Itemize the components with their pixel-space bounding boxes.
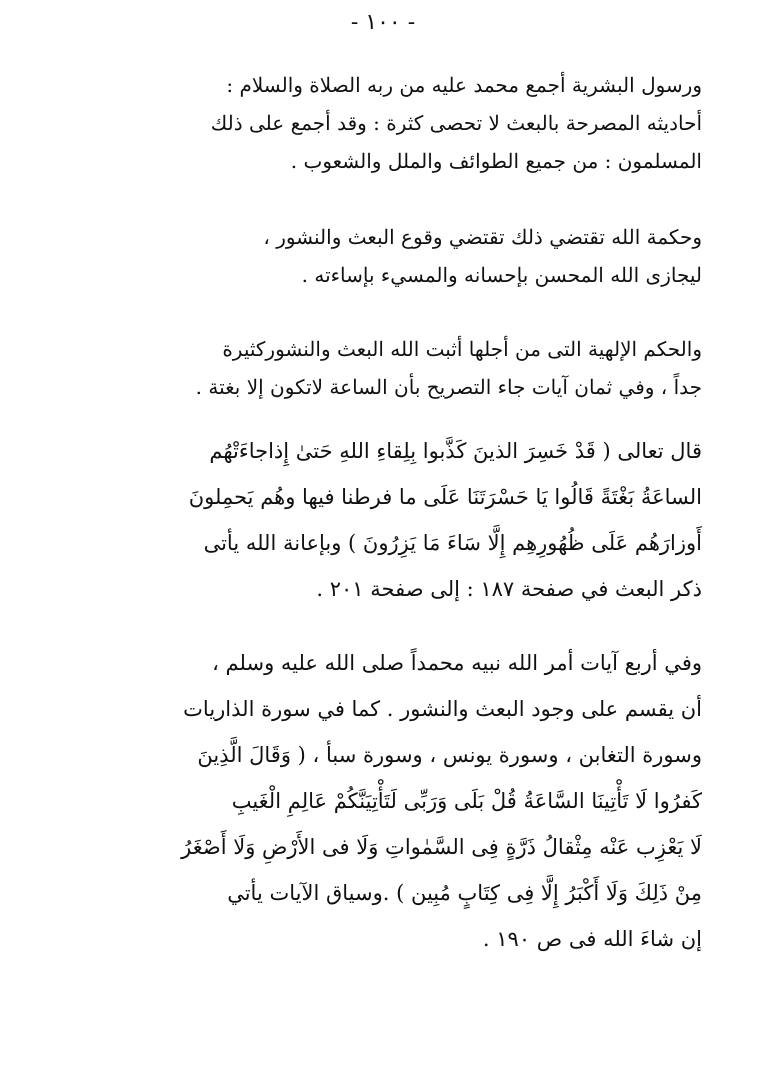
paragraph-eight-verses: [62, 330, 702, 406]
text-line: الساعَةُ بَغْتَةً قَالُوا يَا حَسْرَتَنَا عَلَى ما فرطنا فيها وهُم يَحمِلونَ: [188, 485, 702, 509]
text-line: كَفرُوا لَا تَأْتِينَا السَّاعَةُ قُلْ بَلَى وَرَبِّى لَتَأْتِيَنَّكُمْ عَالِمِ الْغَيبِ: [231, 789, 702, 813]
text-line: ورسول البشرية أجمع محمد عليه من ربه الصلاة والسلام :: [226, 73, 702, 97]
text-line: وحكمة الله تقتضي ذلك تقتضي وقوع البعث والنشور ،: [263, 225, 702, 249]
paragraph-divine-wisdom: [62, 218, 702, 294]
text-line: المسلمون : من جميع الطوائف والملل والشعوب .: [290, 149, 702, 173]
paragraph-prophet-hadiths: [62, 66, 702, 180]
text-line: وفي أربع آيات أمر الله نبيه محمداً صلى الله عليه وسلم ،: [212, 651, 702, 675]
paragraph-four-verses-oath: [62, 640, 702, 962]
text-line: قال تعالى ( قَدْ خَسِرَ الذينَ كَذَّبوا بِلِقاءِ اللهِ حَتىٰ إِذاجاءَتْهُم: [209, 439, 702, 463]
text-line: جداً ، وفي ثمان آيات جاء التصريح بأن الساعة لاتكون إلا بغتة .: [195, 375, 702, 399]
text-line: ذكر البعث في صفحة ١٨٧ : إلى صفحة ٢٠١ .: [316, 577, 702, 601]
text-line: أحاديثه المصرحة بالبعث لا تحصى كثرة : وقد أجمع على ذلك: [210, 111, 702, 135]
page-number: - ١٠٠ -: [350, 10, 416, 35]
text-line: والحكم الإلهية التى من أجلها أثبت الله البعث والنشوركثيرة: [222, 337, 702, 361]
text-line: أَوزارَهُم عَلَى ظُهُورِهِم إِلَّا سَاءَ مَا يَزِرُونَ ) وبإعانة الله يأتى: [203, 531, 702, 555]
text-line: مِنْ ذَلِكَ وَلَا أَكْبَرُ إِلَّا فِى كِتَابٍ مُبِين ) .وسياق الآيات يأتي: [227, 881, 702, 905]
text-line: إن شاءَ الله فى ص ١٩٠ .: [482, 927, 702, 951]
paragraph-quranic-quote: [62, 428, 702, 612]
text-line: ليجازى الله المحسن بإحسانه والمسيء بإساءته .: [301, 263, 702, 287]
text-line: لَا يَعْزِب عَنْه مِثْقالُ ذَرَّةٍ فِى السَّمٰواتِ وَلَا فى الأَرْضِ وَلَا أَصْغَرُ: [181, 835, 702, 859]
text-line: أن يقسم على وجود البعث والنشور . كما في سورة الذاريات: [183, 697, 702, 721]
text-line: وسورة التغابن ، وسورة يونس ، وسورة سبأ ، ( وَقَالَ الَّذِينَ: [197, 743, 702, 767]
